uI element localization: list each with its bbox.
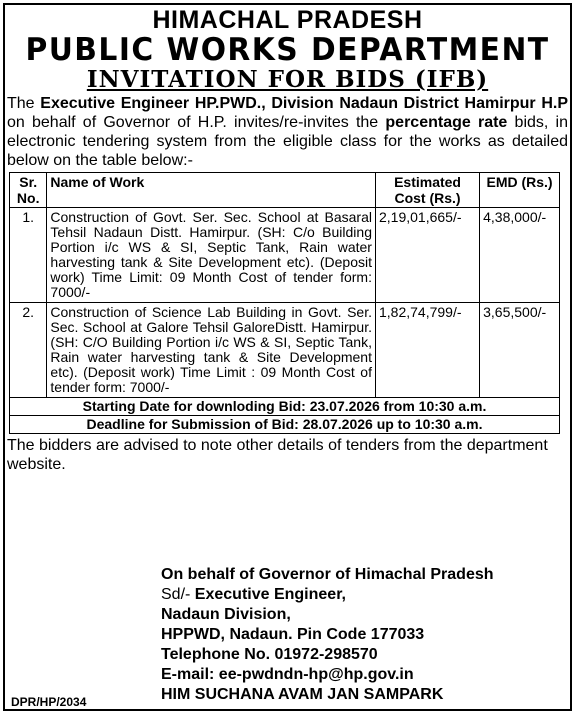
row-work-name: Construction of Science Lab Building in Govt. Ser. Sec. School at Galore Tehsil GaloreDistt. Hamirpur. (SH: C/O Building Portion i/c WS & SI, Septic Tank, Rain water harvesting tank & Site Development etc). (Deposit work) Time Limit : 09 Month Cost of tender form: 7000/- <box>47 303 376 398</box>
signature-line-6: E-mail: ee-pwdndn-hp@hp.gov.in <box>161 666 414 683</box>
row-estimated-cost: 1,82,74,799/- <box>375 303 479 398</box>
start-date-row <box>10 398 560 416</box>
signature-line-2 <box>161 585 494 605</box>
table-row <box>10 303 560 398</box>
state-heading: HIMACHAL PRADESH <box>152 6 423 34</box>
header-emd: EMD (Rs.) <box>480 173 560 208</box>
reference-number: DPR/HP/2034 <box>11 695 87 709</box>
intro-authority: Executive Engineer HP.PWD., Division Nadaun District Hamirpur H.P <box>40 95 569 112</box>
row-emd: 3,65,500/- <box>480 303 560 398</box>
signature-designation: Executive Engineer, <box>194 586 346 603</box>
row-sr-no: 1. <box>10 208 47 303</box>
intro-paragraph <box>5 94 570 170</box>
signature-line-3: Nadaun Division, <box>161 606 291 623</box>
signature-sd-prefix: Sd/- <box>161 586 195 603</box>
works-table <box>9 172 560 434</box>
tender-notice <box>3 3 572 711</box>
start-date: Starting Date for downloding Bid: 23.07.2026 from 10:30 a.m. <box>10 398 560 416</box>
signature-line-1: On behalf of Governor of Himachal Pradesh <box>161 566 494 583</box>
table-header-row <box>10 173 560 208</box>
signature-block <box>161 565 494 705</box>
submission-deadline: Deadline for Submission of Bid: 28.07.2026 up to 10:30 a.m. <box>10 416 560 434</box>
header-name-of-work: Name of Work <box>47 173 376 208</box>
signature-line-5: Telephone No. 01972-298570 <box>161 646 378 663</box>
row-work-name: Construction of Govt. Ser. Sec. School at Basaral Tehsil Nadaun Distt. Hamirpur. (SH: C/o Building Portion i/c WS & SI, Septic Tank, Rain water harvesting tank & Site Development etc). (Deposit work) Time Limit: 09 Month Cost of tender form: 7000/- <box>47 208 376 303</box>
deadline-row <box>10 416 560 434</box>
header-sr-no: Sr. No. <box>10 173 47 208</box>
intro-text-2: on behalf of Governor of H.P. invites/re-invites the <box>7 114 386 131</box>
notice-title: INVITATION FOR BIDS (IFB) <box>86 66 489 93</box>
table-row <box>10 208 560 303</box>
row-emd: 4,38,000/- <box>480 208 560 303</box>
intro-bid-type: percentage rate <box>385 114 508 131</box>
signature-line-7: HIM SUCHANA AVAM JAN SAMPARK <box>161 686 444 703</box>
row-sr-no: 2. <box>10 303 47 398</box>
header-estimated-cost: Estimated Cost (Rs.) <box>375 173 479 208</box>
department-heading: PUBLIC WORKS DEPARTMENT <box>25 32 550 68</box>
outro-paragraph: The bidders are advised to note other details of tenders from the department website. <box>7 437 548 473</box>
row-estimated-cost: 2,19,01,665/- <box>375 208 479 303</box>
intro-text-1: The <box>7 95 41 112</box>
intro-text-3: bids, in electronic tendering system from the eligible class for the works as detailed below on the table below:- <box>7 114 569 169</box>
signature-line-4: HPPWD, Nadaun. Pin Code 177033 <box>161 626 425 643</box>
